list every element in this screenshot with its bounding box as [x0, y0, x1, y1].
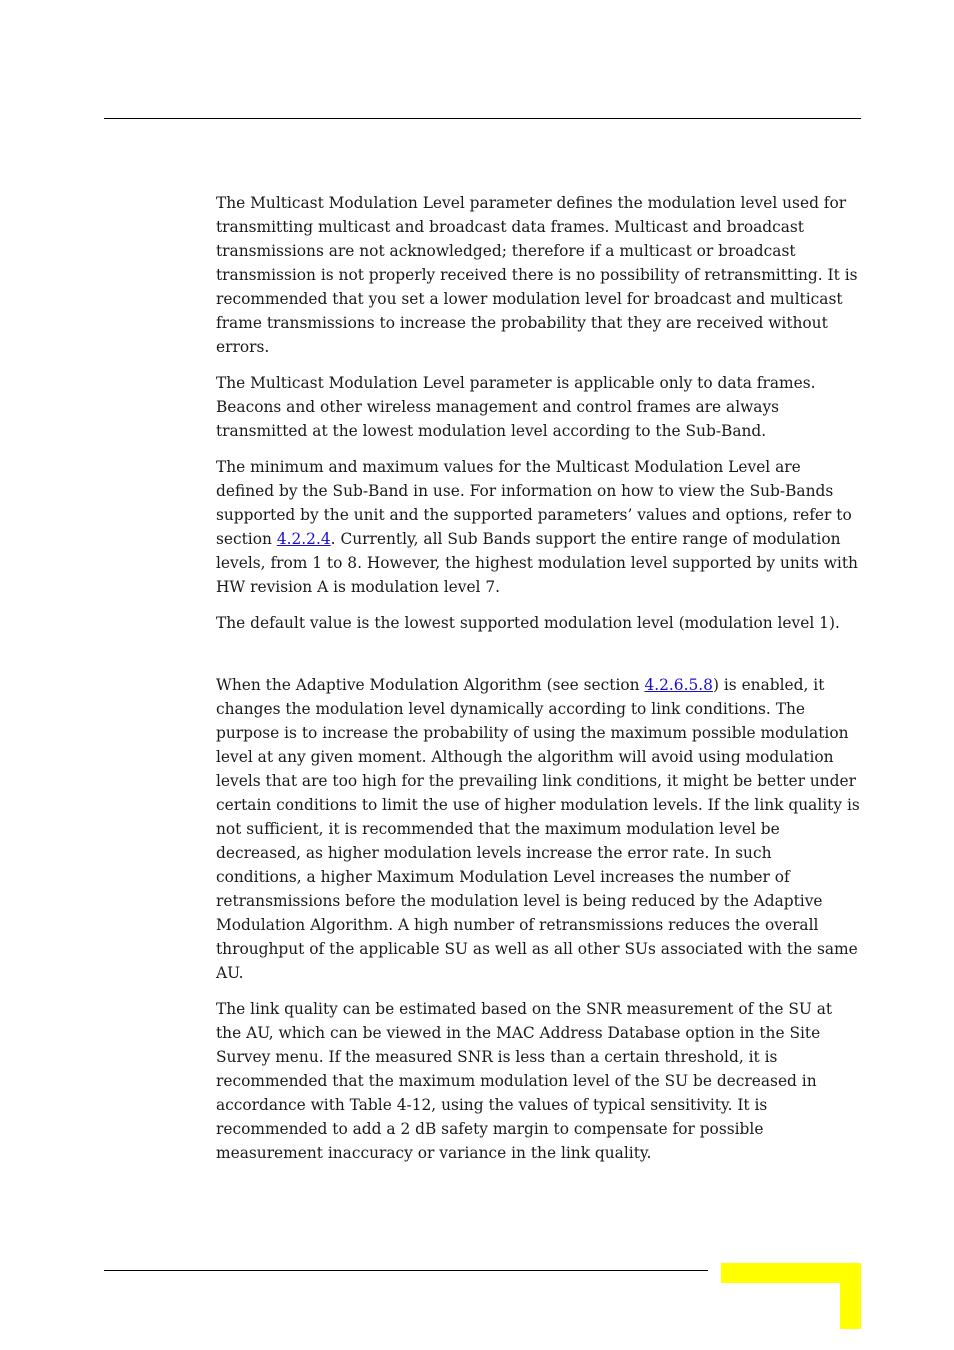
- header-rule: [104, 118, 861, 119]
- paragraph-link-quality: The link quality can be estimated based on the SNR measurement of the SU at the AU, which can be viewed in the MAC Address Database option in the Site Survey menu. If the measured SNR is less than a certain threshold, it is recommended that the maximum modulation level of the SU be decreased in accordance with Table 4-12, using the values of typical sensitivity. It is recommended to add a 2 dB safety margin to compensate for possible measurement inaccuracy or variance in the link quality.: [216, 1000, 833, 1162]
- section-link-4-2-6-5-8[interactable]: 4.2.6.5.8: [644, 676, 713, 694]
- footer-rule: [104, 1270, 708, 1271]
- paragraph-default-value: The default value is the lowest supported modulation level (modulation level 1).: [216, 614, 840, 632]
- paragraph-text: . Currently, all Sub Bands support the entire range of modulation levels, from 1 to 8. However, the highest modulation level supported by units with HW revision A is modulation level 7.: [216, 530, 858, 596]
- paragraph-text: When the Adaptive Modulation Algorithm (see section: [216, 676, 645, 694]
- paragraph-min-max-values: [216, 455, 861, 599]
- paragraph-multicast-definition: The Multicast Modulation Level parameter defines the modulation level used for transmitting multicast and broadcast data frames. Multicast and broadcast transmissions are not acknowledged; therefore if a multicast or broadcast transmission is not properly received there is no possibility of retransmitting. It is recommended that you set a lower modulation level for broadcast and multicast frame transmissions to increase the probability that they are received without errors.: [216, 194, 858, 356]
- page-tab-marker: [721, 1263, 861, 1329]
- document-body: [216, 191, 861, 1177]
- page-tab-post: [840, 1263, 861, 1329]
- paragraph-adaptive-modulation: [216, 673, 861, 985]
- paragraph-data-frames-only: The Multicast Modulation Level parameter is applicable only to data frames. Beacons and other wireless management and control frames are always transmitted at the lowest modulation level according to the Sub-Band.: [216, 374, 816, 440]
- paragraph-text: ) is enabled, it changes the modulation level dynamically according to link conditions. The purpose is to increase the probability of using the maximum possible modulation level at any given moment. Although the algorithm will avoid using modulation levels that are too high for the prevailing link conditions, it might be better under certain conditions to limit the use of higher modulation levels. If the link quality is not sufficient, it is recommended that the maximum modulation level be decreased, as higher modulation levels increase the error rate. In such conditions, a higher Maximum Modulation Level increases the number of retransmissions before the modulation level is being reduced by the Adaptive Modulation Algorithm. A high number of retransmissions reduces the overall throughput of the applicable SU as well as all other SUs associated with the same AU.: [216, 676, 860, 982]
- section-link-4-2-2-4[interactable]: 4.2.2.4: [276, 530, 331, 548]
- paragraph-text: The minimum and maximum values for the Multicast Modulation Level are defined by the Sub-Band in use. For information on how to view the Sub-Bands supported by the unit and the supported parameters’ values and options, refer to section: [216, 458, 852, 548]
